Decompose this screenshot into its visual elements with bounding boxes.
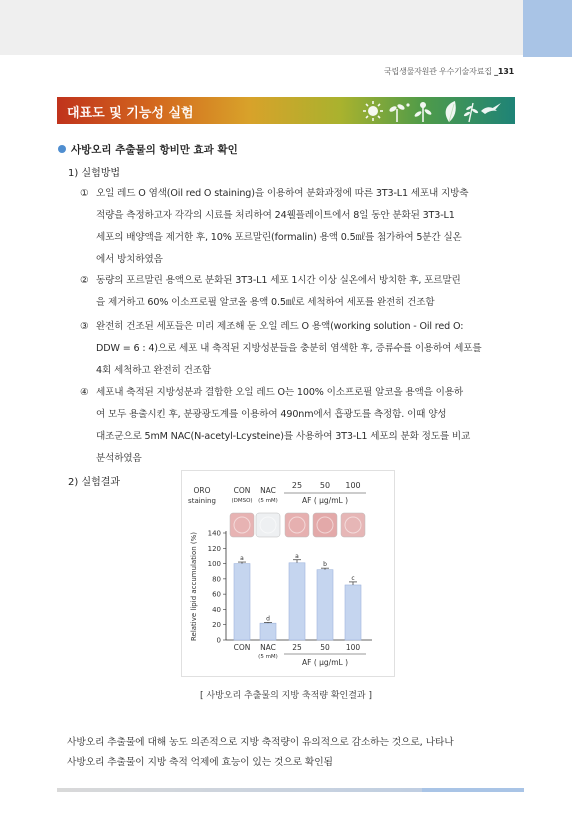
result-heading: 2) 실험결과: [68, 477, 121, 488]
method-step-1: [80, 183, 510, 271]
x-tick-label: 100: [345, 643, 361, 652]
bullet-icon: [58, 145, 66, 153]
step-text: 여 모두 용출시킨 후, 분광광도계를 이용하여 490nm에서 흡광도를 측정함. 이때 양성: [96, 409, 447, 420]
leaf-icon: [446, 101, 456, 122]
bar: [345, 585, 361, 640]
step-text: 세포내 축적된 지방성분과 결합한 오일 레드 O는 100% 이소프로필 알코올 용액을 이용하: [96, 387, 464, 398]
sun-icon: [363, 101, 383, 121]
oro-label: ORO: [193, 486, 211, 495]
result-figure: [181, 470, 395, 677]
banner-title: 대표도 및 기능성 실험: [67, 106, 194, 121]
y-tick-label: 120: [207, 544, 221, 553]
oro-label: staining: [188, 497, 216, 505]
y-tick-label: 20: [212, 621, 221, 630]
step-text: 세포의 배양액을 제거한 후, 10% 포르말린(formalin) 용액 0.5㎖를 첨가하여 5분간 실온: [96, 232, 462, 243]
af-conc-header: 25: [291, 481, 303, 490]
significance-letter: a: [295, 552, 299, 560]
footer-accent: [422, 788, 524, 792]
method-step-4: [80, 382, 510, 470]
y-tick-label: 0: [216, 636, 221, 645]
lipid-chart: [182, 471, 396, 678]
section-title: 사방오리 추출물의 항비만 효과 확인: [71, 144, 238, 156]
conclusion-line: 사방오리 추출물에 대해 농도 의존적으로 지방 축적량이 유의적으로 감소하는 것으로, 나타나: [67, 737, 454, 748]
nature-icons: [363, 99, 503, 123]
x-tick-label: CON: [233, 643, 251, 652]
step-text: 을 제거하고 60% 이소프로필 알코올 용액 0.5㎖로 세척하여 세포를 완전히 건조함: [96, 297, 435, 308]
flower-icon: [414, 102, 433, 122]
significance-letter: d: [266, 615, 270, 623]
method-heading: 1) 실험방법: [68, 168, 121, 179]
step-text: 적량을 측정하고자 각각의 시료를 처리하여 24웰플레이트에서 8일 동안 분화된 3T3-L1: [96, 210, 455, 221]
figure-caption: [ 사방오리 추출물의 지방 축적량 확인결과 ]: [200, 691, 372, 701]
step-text: 오일 레드 O 염색(Oil red O staining)을 이용하여 분화과정에 따른 3T3-L1 세포내 지방축: [96, 188, 469, 199]
af-conc-header: 100: [345, 481, 361, 490]
y-tick-label: 100: [207, 560, 221, 569]
con-header: CON: [233, 486, 251, 495]
running-title: 국립생물자원관 우수기술자료집: [384, 67, 492, 76]
sprout-icon: [388, 103, 409, 122]
step-text: 대조군으로 5mM NAC(N-acetyl-Lcysteine)를 사용하여 3T3-L1 세포의 분화 정도를 비교: [96, 431, 471, 442]
step-number: ①: [80, 188, 89, 199]
af-conc-header: 50: [319, 481, 331, 490]
y-tick-label: 80: [212, 575, 221, 584]
y-tick-label: 140: [207, 529, 221, 538]
step-text: 완전히 건조된 세포들은 미리 제조해 둔 오일 레드 O 용액(working solution - Oil red O:: [96, 321, 464, 332]
step-text: 4회 세척하고 완전히 건조함: [96, 365, 211, 376]
page-number: _131: [494, 67, 514, 76]
bar: [317, 570, 333, 640]
step-text: DDW = 6 : 4)으로 세포 내 축적된 지방성분들을 충분히 염색한 후, 증류수를 이용하여 세포를: [96, 343, 482, 354]
y-axis-label: Relative lipid accumulation (%): [190, 531, 198, 642]
step-text: 에서 방치하였음: [96, 254, 163, 265]
section-banner: [57, 97, 515, 124]
x-tick-label: 50: [320, 643, 330, 652]
fern-icon: [463, 103, 478, 122]
running-header: [384, 66, 514, 77]
bird-icon: [481, 103, 501, 114]
step-text: 분석하였음: [96, 453, 142, 464]
bar-chart: [208, 530, 372, 668]
staining-wells: [230, 513, 365, 537]
significance-letter: c: [351, 574, 355, 582]
y-tick-label: 40: [212, 605, 221, 614]
method-step-3: [80, 316, 510, 382]
significance-letter: b: [323, 561, 327, 569]
bar: [289, 563, 305, 640]
group-label: AF ( μg/mL ): [302, 658, 348, 667]
step-number: ②: [80, 275, 89, 286]
af-header-label: AF ( μg/mL ): [302, 496, 348, 505]
top-band: [0, 0, 572, 55]
corner-tab: [523, 0, 572, 57]
significance-letter: a: [240, 555, 244, 563]
bar: [260, 623, 276, 640]
method-step-2: [80, 270, 510, 314]
con-header-sub: (DMSO): [231, 498, 253, 504]
step-number: ③: [80, 321, 89, 332]
step-text: 동량의 포르말린 용액으로 분화된 3T3-L1 세포 1시간 이상 실온에서 방치한 후, 포르말린: [96, 275, 461, 286]
nac-header-sub: (5 mM): [258, 498, 278, 504]
x-tick-label: 25: [292, 643, 302, 652]
bar: [234, 564, 250, 640]
step-number: ④: [80, 387, 89, 398]
conclusion-line: 사방오리 추출물이 지방 축적 억제에 효능이 있는 것으로 확인됨: [67, 757, 333, 768]
y-tick-label: 60: [212, 590, 221, 599]
nac-header: NAC: [260, 486, 276, 495]
x-tick-sublabel: (5 mM): [258, 654, 278, 660]
x-tick-label: NAC: [260, 643, 276, 652]
section-heading: [58, 142, 238, 157]
